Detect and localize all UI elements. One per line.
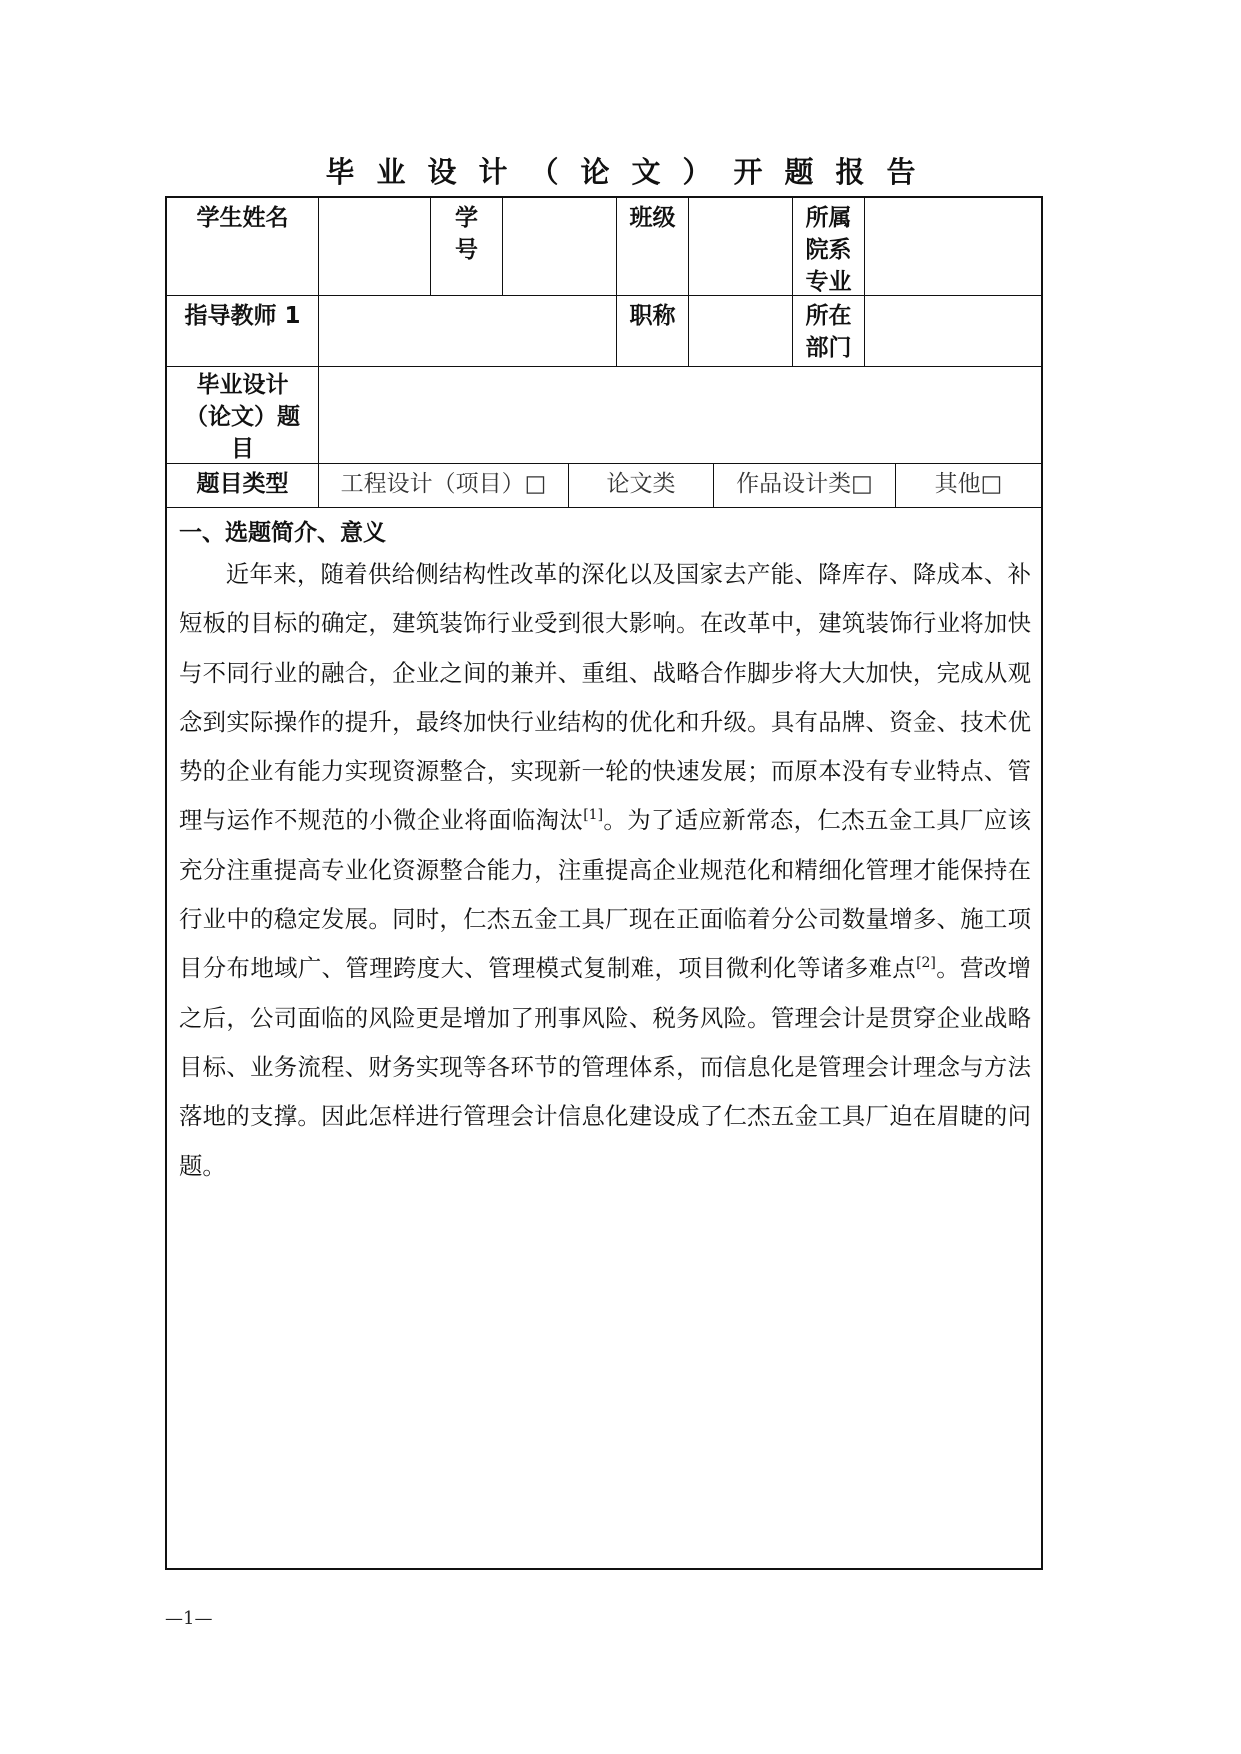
section-paragraph — [179, 550, 1031, 1191]
page-title: 毕业设计（论文）开题报告 — [325, 155, 938, 189]
student-name-label-cell — [167, 198, 319, 295]
student-id-label-cell — [431, 198, 503, 295]
paragraph-text-2: 。为了适应新常态，仁杰五金工具厂应该充分注重提高专业化资源整合能力，注重提高企业规范化和精细化管理才能保持在行业中的稳定发展。同时，仁杰五金工具厂现在正面临着分公司数量增多、施工项目分布地域广、管理跨度大、管理模式复制难，项目微利化等诸多难点 — [179, 806, 1032, 983]
student-id-field[interactable] — [503, 198, 617, 295]
paragraph-text-3: 。营改增之后，公司面临的风险更是增加了刑事风险、税务风险。管理会计是贯穿企业战略目标、业务流程、财务实现等各环节的管理体系，而信息化是管理会计理念与方法落地的支撑。因此怎样进行管理会计信息化建设成了仁杰五金工具厂迫在眉睫的问题。 — [179, 954, 1032, 1180]
topic-label: 毕业设计（论文）题目 — [185, 372, 300, 462]
type-option-other[interactable] — [896, 464, 1041, 507]
advisor-label-cell — [167, 296, 319, 366]
type-option-label: 工程设计（项目）□ — [340, 471, 547, 497]
topic-label-cell — [167, 367, 319, 463]
advisor-label: 指导教师 1 — [184, 303, 301, 329]
type-option-label: 其他□ — [934, 471, 1003, 497]
paragraph-text-1: 近年来，随着供给侧结构性改革的深化以及国家去产能、降库存、降成本、补短板的目标的确定，建筑装饰行业受到很大影响。在改革中，建筑装饰行业将加快与不同行业的融合，企业之间的兼并、重组、战略合作脚步将大大加快，完成从观念到实际操作的提升，最终加快行业结构的优化和升级。具有品牌、资金、技术优势的企业有能力实现资源整合，实现新一轮的快速发展；而原本没有专业特点、管理与运作不规范的小微企业将面临淘汰 — [179, 560, 1031, 835]
type-option-work-design[interactable] — [714, 464, 896, 507]
type-label-cell — [167, 464, 319, 507]
topic-field[interactable] — [319, 367, 1041, 463]
form-row-student — [167, 198, 1041, 296]
form-row-topic — [167, 367, 1041, 464]
type-label: 题目类型 — [196, 471, 289, 497]
class-label-cell — [617, 198, 689, 295]
title-rank-label: 职称 — [629, 303, 676, 329]
advisor-field[interactable] — [319, 296, 617, 366]
type-option-thesis[interactable] — [569, 464, 714, 507]
title-rank-label-cell — [617, 296, 689, 366]
student-name-label: 学生姓名 — [196, 205, 289, 231]
class-label: 班级 — [629, 205, 676, 231]
department-label-cell — [793, 296, 865, 366]
type-option-label: 作品设计类□ — [736, 471, 873, 497]
title-rank-field[interactable] — [689, 296, 793, 366]
proposal-form — [165, 196, 1043, 1570]
type-option-label: 论文类 — [606, 471, 676, 497]
section-heading: 一、选题简介、意义 — [179, 520, 386, 546]
student-id-label: 学号 — [455, 205, 478, 263]
page-number: —1— — [165, 1608, 213, 1629]
form-row-type — [167, 464, 1041, 508]
citation-2: [2] — [916, 955, 936, 972]
department-label: 所在部门 — [805, 303, 852, 361]
student-name-field[interactable] — [319, 198, 431, 295]
class-field[interactable] — [689, 198, 793, 295]
section-body — [179, 550, 1031, 1191]
dept-major-field[interactable] — [865, 198, 1041, 295]
department-field[interactable] — [865, 296, 1041, 366]
form-row-advisor — [167, 296, 1041, 367]
dept-major-label-cell — [793, 198, 865, 295]
type-option-engineering[interactable] — [319, 464, 569, 507]
citation-1: [1] — [583, 807, 604, 824]
dept-major-label: 所属院系专业 — [805, 205, 852, 295]
